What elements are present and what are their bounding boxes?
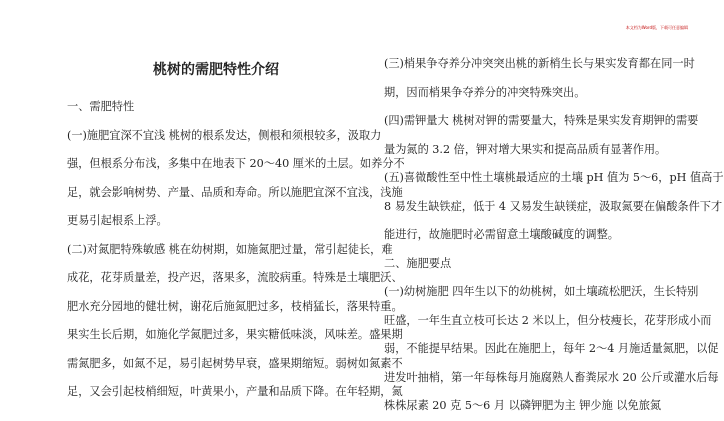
text-line: 足，又会引起枝梢细短，叶黄果小，产量和品质下降。在年轻期，氮 [67, 385, 403, 398]
text-line: 需氮肥多，如氮不足，易引起树势早衰，盛果期缩短。弱树如氮素不 [67, 356, 403, 370]
text-line: 强，但根系分布浅，多集中在地表下 20～40 厘米的土层。如养分不 [67, 157, 405, 170]
text-line: 能进行，故施肥时必需留意土壤酸碱度的调整。 [384, 228, 619, 241]
text-line: 量为氮的 3.2 倍，钾对增大果实和提高品质有显著作用。 [384, 142, 667, 156]
text-line: 进发叶抽梢，第一年每株每月施腐熟人畜粪尿水 20 公斤或灌水后每 [384, 370, 719, 384]
text-line: 8 易发生缺铁症，低于 4 又易发生缺镁症，汲取氮要在偏酸条件下才 [384, 199, 723, 213]
document-title: 桃树的需肥特性介绍 [153, 62, 279, 78]
text-line: 成花，花芽质量差，投产迟，落果多，流胶病重。特殊是土壤肥沃、 [67, 271, 403, 284]
text-line: 弱，不能提早结果。因此在施肥上，每年 2～4 月施适量氮肥，以促 [384, 342, 719, 355]
text-line: (一)幼树施肥 四年生以下的幼桃树，如土壤疏松肥沃，生长特别 [384, 285, 699, 298]
text-line: 二、施肥要点 [384, 256, 452, 270]
text-line: 旺盛，一年生直立枝可长达 2 米以上，但分枝瘦长，花芽形成小而 [384, 313, 712, 327]
text-line: (四)需钾量大 桃树对钾的需要量大，特殊是果实发育期钾的需要 [384, 114, 699, 127]
left-column [67, 55, 405, 407]
text-line: 株株尿素 20 克 5～6 月 以磷钾肥为主 钾少施 以免旅氮 [384, 399, 662, 412]
text-line: 期，因而梢果争夺养分的冲突特殊突出。 [384, 85, 586, 99]
text-line: (三)梢果争夺养分冲突突出桃的新梢生长与果实发育都在同一时 [384, 57, 695, 70]
text-line: 果实生长后期，如施化学氮肥过多，果实糖低味淡，风味差。盛果期 [67, 328, 403, 341]
watermark-text: 本文档为Word版，下载可任意编辑 [625, 25, 688, 30]
text-line: 肥水充分园地的健壮树，谢花后施氮肥过多，枝梢猛长，落果特重。 [67, 299, 403, 313]
right-column [384, 50, 724, 421]
text-line: (五)喜微酸性至中性土壤桃最适应的土壤 pH 值为 5～6，pH 值高于 [384, 171, 724, 184]
text-line: 足，就会影响树势、产量、品质和寿命。所以施肥宜深不宜浅，浅施 [67, 185, 403, 199]
text-line: (二)对氮肥特殊敏感 桃在幼树期，如施氮肥过量，常引起徒长，难 [67, 242, 393, 256]
text-line: 更易引起根系上浮。 [67, 214, 168, 227]
text-line: 一、需肥特性 [67, 100, 135, 113]
text-line: (一)施肥宜深不宜浅 桃树的根系发达，侧根和须根较多，汲取力 [67, 128, 382, 142]
